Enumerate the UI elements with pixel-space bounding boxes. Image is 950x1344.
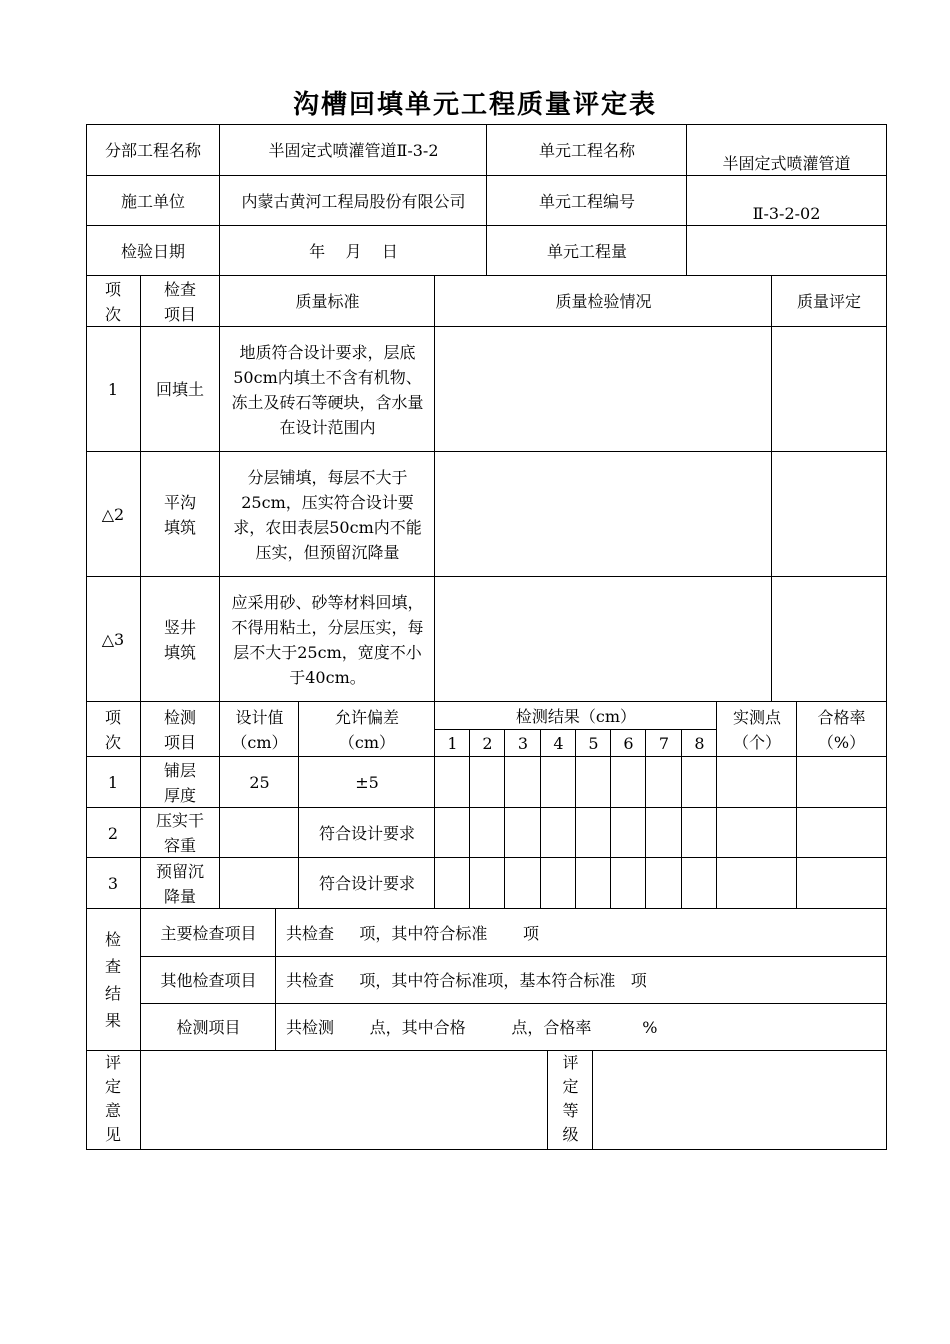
shigong-label: 施工单位 [120,191,185,211]
grade-label: 评定等级 [562,1053,579,1144]
col-inspection: 质量检验情况 [555,292,652,311]
measure-row-no: 2 [107,823,119,843]
measure-row-item: 铺层 厚度 [163,760,196,805]
measure-row-tolerance: 符合设计要求 [318,823,415,843]
result-num: 4 [553,734,564,753]
opinion-label: 评定意见 [105,1053,122,1144]
result-label: 检查结果 [105,930,122,1030]
quality-row-no: △2 [101,505,125,524]
measure-row-no: 1 [107,773,119,792]
measure-row-design: 25 [249,773,270,792]
danyuan-name-label: 单元工程名称 [538,141,635,160]
danyuan-code-value: Ⅱ-3-2-02 [752,203,821,223]
date-label: 检验日期 [120,241,185,261]
col-standard: 质量标准 [295,292,360,311]
measure-row-item: 压实干 容重 [155,811,204,855]
result-num: 2 [482,734,493,753]
quantity-label: 单元工程量 [546,241,627,261]
detect-text: 共检测 点，其中合格 点，合格率 % [286,1018,658,1037]
result-num: 7 [658,734,670,753]
main-check-text: 共检查 项，其中符合标准 项 [286,923,540,943]
quality-row-item: 回填土 [155,380,204,399]
danyuan-code-label: 单元工程编号 [538,191,635,211]
quality-row-standard: 应采用砂、砂等材料回填，不得用粘土，分层压实，每层不大于25cm，宽度不小于40cm。 [231,592,424,687]
measure-row-design [220,858,299,909]
fenbu-label: 分部工程名称 [104,141,201,160]
result-num: 6 [623,734,634,753]
measure-col-design: 设计值 （cm） [231,707,288,752]
other-check-text: 共检查 项，其中符合标准项，基本符合标准 项 [286,971,647,990]
measure-row-item: 预留沉 降量 [155,861,204,906]
measure-col-item: 检测 项目 [163,707,196,752]
quality-row-standard: 地质符合设计要求，层底50cm内填土不含有机物、冻土及砖石等硬块，含水量在设计范围内 [231,342,424,437]
result-num: 3 [517,734,529,753]
quality-row-no: △3 [101,630,125,649]
other-check-label: 其他检查项目 [160,971,257,990]
quality-row-no: 1 [107,380,119,399]
measure-col-results: 检测结果（cm） [515,706,637,726]
measure-row-design [220,808,299,858]
measure-row-tolerance: 符合设计要求 [318,874,415,893]
result-num: 1 [447,734,458,753]
measure-row-tolerance: ±5 [355,773,379,792]
danyuan-name-value: 半固定式喷灌管道 [722,153,851,173]
quality-row-item: 竖井 填筑 [163,617,196,662]
measure-col-points: 实测点 （个） [732,707,781,752]
main-check-label: 主要检查项目 [160,923,257,943]
result-num: 8 [694,734,705,753]
measure-col-item-no: 项 次 [104,707,121,752]
measure-col-tolerance: 允许偏差 （cm） [334,707,399,752]
measure-row-no: 3 [107,874,119,893]
date-value: 年 月 日 [309,241,398,261]
measure-col-rate: 合格率 （%） [817,707,866,752]
quality-row-item: 平沟 填筑 [163,492,196,537]
col-rating: 质量评定 [796,292,861,311]
result-num: 5 [588,734,599,753]
col-item-no: 项 次 [104,279,121,324]
detect-label: 检测项目 [176,1018,241,1037]
quality-row-standard: 分层铺填，每层不大于25cm，压实符合设计要求，农田表层50cm内不能压实，但预留沉降量 [233,467,422,562]
fenbu-value: 半固定式喷灌管道Ⅱ-3-2 [268,141,439,160]
page-title: 沟槽回填单元工程质量评定表 [292,90,657,120]
shigong-value: 内蒙古黄河工程局股份有限公司 [241,191,466,211]
quantity-value [687,226,886,276]
col-check-item: 检查 项目 [163,279,196,324]
